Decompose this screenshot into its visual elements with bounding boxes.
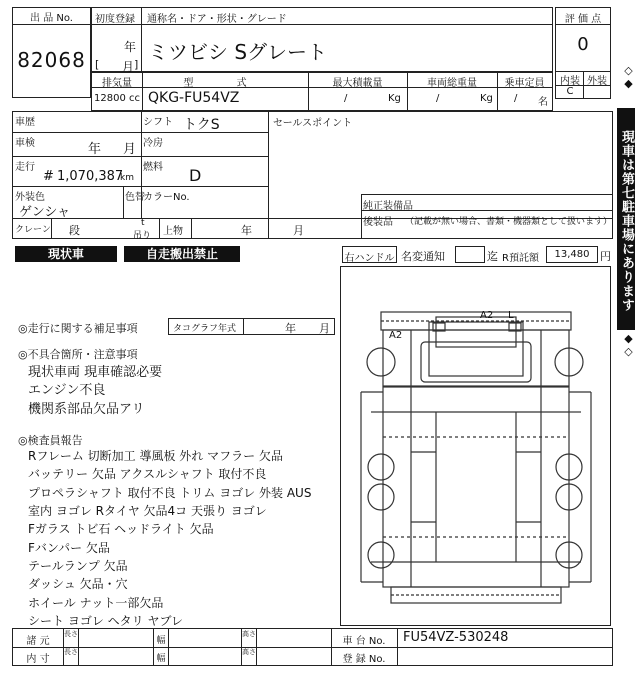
interior-label: 内装 xyxy=(560,76,580,87)
exterior-label: 外装 xyxy=(587,76,607,87)
top-month: 月 xyxy=(293,224,304,237)
inspection-label: 車検 xyxy=(15,138,35,149)
gross-weight-unit: Kg xyxy=(480,93,493,104)
inspector-line-6: Fバンパー 欠品 xyxy=(28,541,110,555)
score-box xyxy=(555,7,611,99)
genuine-equipment-label: 純正装備品 xyxy=(363,201,413,212)
max-load-unit: Kg xyxy=(388,93,401,104)
tacho-year: 年 xyxy=(285,322,296,335)
tacho-month: 月 xyxy=(319,322,330,335)
mileage-unit: km xyxy=(120,173,134,183)
model-label: 型 式 xyxy=(183,78,267,89)
height-label-2: 高さ xyxy=(242,648,256,656)
inspector-line-3: プロペラシャフト 取付不良 トリム ヨゴレ 外装 AUS xyxy=(28,486,312,500)
side-bottom-mark: ◆◇ xyxy=(622,332,635,358)
r-deposit-box xyxy=(546,246,598,263)
mark-a2-top: A2 xyxy=(480,310,494,321)
width-label-1: 幅 xyxy=(156,636,166,646)
tacho-label: タコグラフ年式 xyxy=(173,324,237,334)
inspector-line-8: ダッシュ 欠品・穴 xyxy=(28,577,128,591)
crane-ton-top: t xyxy=(141,218,145,228)
inspector-line-4: 室内 ヨゴレ Rタイヤ 欠品4コ 天張り ヨゴレ xyxy=(28,504,267,518)
fuel-value: D xyxy=(189,166,202,185)
first-reg-bracket-open: [ xyxy=(95,58,100,71)
long-label-2: 長さ xyxy=(64,648,78,656)
crane-ton-label: 吊り xyxy=(133,231,152,241)
defect-line-3: 機関系部品欠品アリ xyxy=(28,402,145,417)
until-label: 迄 xyxy=(487,250,498,263)
r-deposit-value: 13,480 xyxy=(554,249,590,260)
truck-diagram-svg xyxy=(341,267,610,625)
interior-dim-label: 内 寸 xyxy=(26,654,50,665)
inspector-title: ◎検査員報告 xyxy=(18,434,83,447)
crane-stage: 段 xyxy=(69,224,80,237)
displacement-unit: cc xyxy=(129,93,140,104)
as-is-badge: 現状車 xyxy=(15,246,117,262)
mileage-label: 走行 xyxy=(15,162,35,173)
defects-title: ◎不具合箇所・注意事項 xyxy=(18,348,138,361)
lot-number-label: 出 品 No. xyxy=(30,13,73,24)
gross-weight-slash: / xyxy=(436,93,440,104)
top-year: 年 xyxy=(241,224,252,237)
chassis-label: 車 台 No. xyxy=(342,636,386,647)
defect-line-1: 現状車両 現車確認必要 xyxy=(28,365,163,380)
ext-color-label: 外装色 xyxy=(15,192,45,203)
no-self-drive-badge: 自走搬出禁止 xyxy=(124,246,240,262)
shift-value: トクS xyxy=(183,117,220,133)
inspector-line-5: Fガラス トビ石 ヘッドライト 欠品 xyxy=(28,522,214,536)
long-label-1: 長さ xyxy=(64,630,78,638)
mileage-value: 1,070,387 xyxy=(57,169,124,184)
side-banner: 現車は第七駐車場にあります xyxy=(617,108,635,330)
tacho-box xyxy=(168,318,335,335)
inspection-month: 月 xyxy=(123,142,137,157)
aftermarket-label: 後装品 xyxy=(363,217,393,228)
inspector-line-1: Rフレーム 切断加工 導風板 外れ マフラー 欠品 xyxy=(28,449,283,463)
color-no-label: 色替 xyxy=(125,192,145,203)
inspector-line-10: シート ヨゴレ ヘタリ ヤブレ xyxy=(28,614,183,628)
driving-notes-title: ◎走行に関する補足事項 xyxy=(18,322,138,335)
lot-number-box xyxy=(12,7,91,98)
ext-color-value: ゲンシャ xyxy=(19,205,71,220)
mark-l: L xyxy=(508,310,514,321)
first-reg-year: 年 xyxy=(124,40,137,54)
footer-table xyxy=(12,628,613,666)
mileage-prefix: # xyxy=(43,169,54,184)
max-load-label: 最大積載量 xyxy=(332,78,383,89)
max-load-slash: / xyxy=(344,93,348,104)
car-name: ミツビシ Sグレート xyxy=(148,40,328,64)
handle-box xyxy=(342,246,397,263)
inspector-line-9: ホイール ナット一部欠品 xyxy=(28,596,164,610)
chassis-value: FU54VZ-530248 xyxy=(403,630,509,645)
name-change-label: 名変通知 xyxy=(401,250,445,263)
aftermarket-note: （記載が無い場合、書類・機器類として扱います） xyxy=(405,217,613,227)
first-reg-label: 初度登録 xyxy=(95,14,135,25)
fuel-label: 燃料 xyxy=(143,162,163,173)
capacity-label: 乗車定員 xyxy=(504,78,545,89)
name-label: 通称名・ドア・形状・グレード xyxy=(147,14,287,25)
capacity-slash: / xyxy=(514,93,518,104)
inspection-year: 年 xyxy=(88,142,102,157)
history-label: 車歴 xyxy=(15,117,35,128)
side-top-mark: ◇◆ xyxy=(622,64,635,90)
shift-label: シフト xyxy=(143,117,173,128)
reg-label: 登 録 No. xyxy=(342,654,386,665)
handle-value: 右ハンドル xyxy=(344,253,395,264)
inspector-line-2: バッテリー 欠品 アクスルシャフト 取付不良 xyxy=(28,467,267,481)
displacement-value: 12800 xyxy=(94,93,126,104)
spec-row xyxy=(91,72,553,111)
displacement-label: 排気量 xyxy=(102,78,132,89)
first-reg-bracket-close: ] xyxy=(134,58,139,71)
gross-weight-label: 車両総重量 xyxy=(427,78,477,89)
top-label: 上物 xyxy=(163,226,183,237)
lot-number: 82068 xyxy=(17,48,86,72)
score-label: 評 価 点 xyxy=(564,14,602,25)
crane-label: クレーン xyxy=(15,225,51,235)
name-box xyxy=(91,7,553,72)
capacity-unit: 名 xyxy=(538,97,548,108)
name-change-box xyxy=(455,246,485,263)
color-code-label: カラーNo. xyxy=(143,192,190,203)
ac-label: 冷房 xyxy=(143,138,163,149)
score-value: 0 xyxy=(577,34,589,55)
details-grid xyxy=(12,111,613,239)
model-value: QKG-FU54VZ xyxy=(148,90,240,106)
mark-a2-side: A2 xyxy=(389,330,403,341)
height-label-1: 高さ xyxy=(242,630,256,638)
interior-score: C xyxy=(566,86,574,97)
inspector-line-7: テールランプ 欠品 xyxy=(28,559,128,573)
first-reg-month: 月 xyxy=(122,60,135,74)
defect-line-2: エンジン不良 xyxy=(28,383,106,398)
r-deposit-label: R預託額 xyxy=(502,253,539,264)
specs-label: 諸 元 xyxy=(26,636,50,647)
width-label-2: 幅 xyxy=(156,654,166,664)
damage-diagram xyxy=(340,266,611,626)
sales-point-label: セールスポイント xyxy=(273,118,353,129)
r-deposit-unit: 円 xyxy=(600,250,611,263)
